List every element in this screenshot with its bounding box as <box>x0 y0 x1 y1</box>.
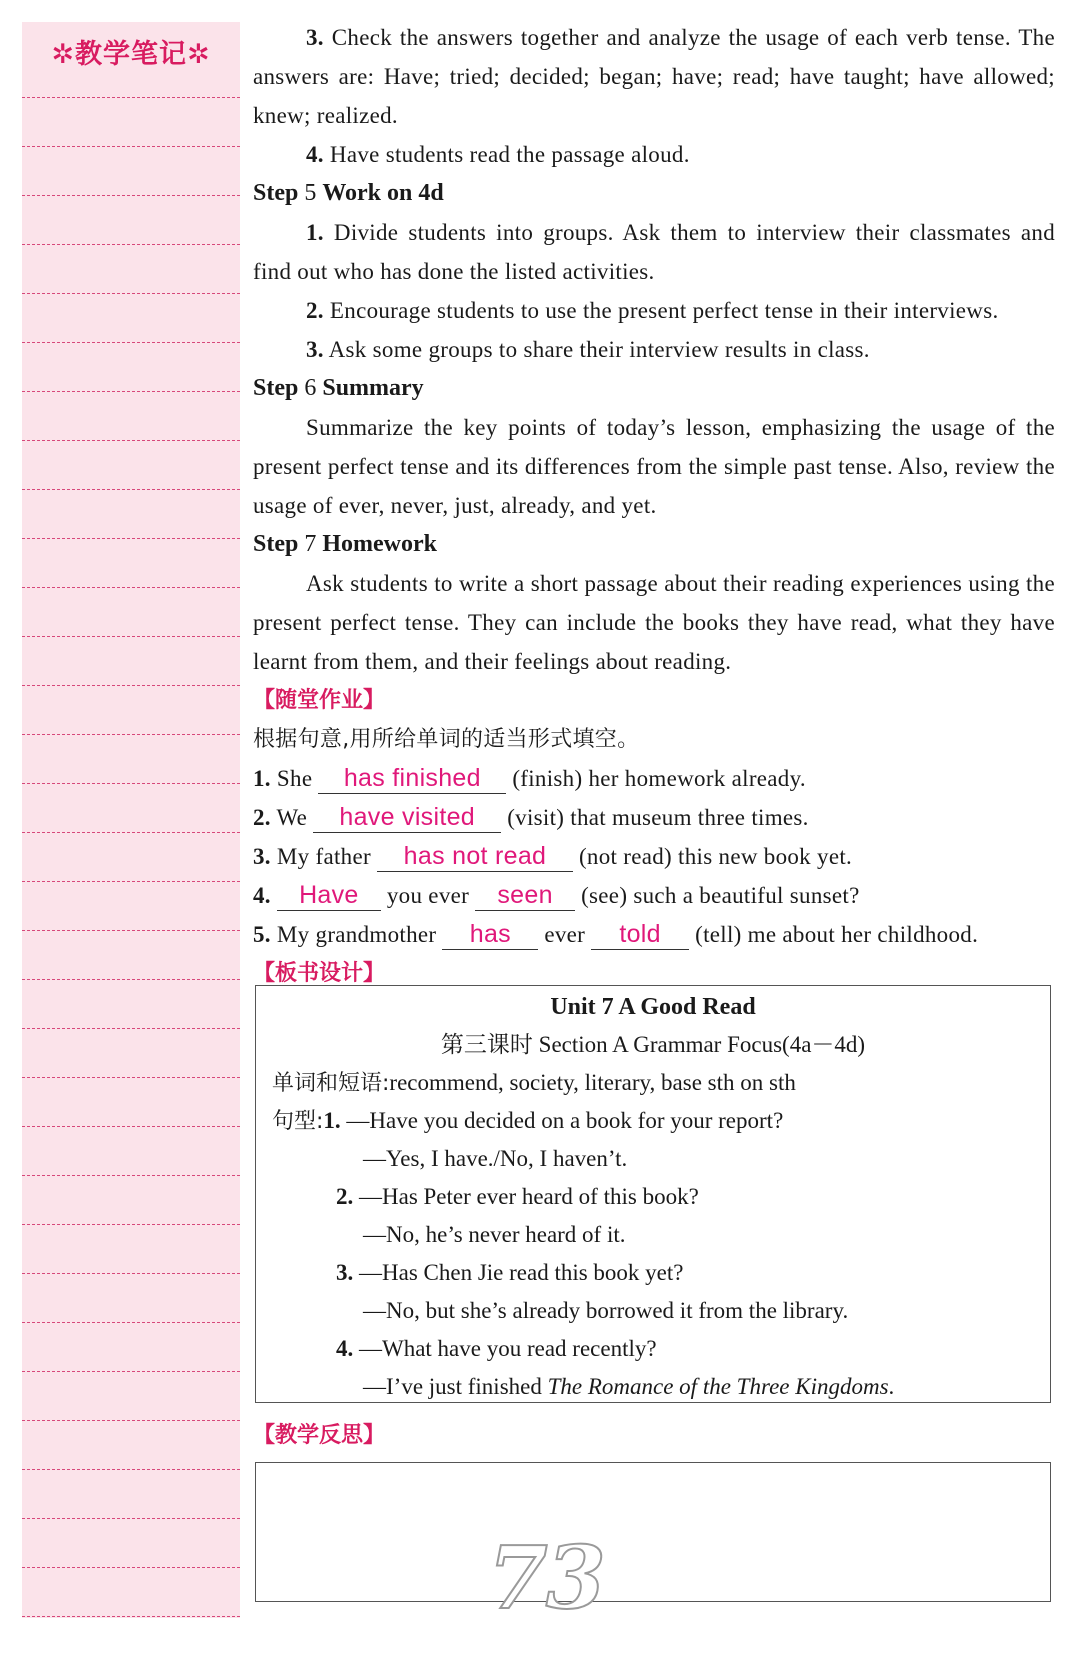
note-rule <box>22 1518 240 1519</box>
note-rule <box>22 391 240 392</box>
note-rule <box>22 244 240 245</box>
answer-blank: has <box>442 919 538 950</box>
note-rule <box>22 1420 240 1421</box>
note-rule <box>22 930 240 931</box>
board-answer-2: —No, he’s never heard of it. <box>363 1222 626 1247</box>
reflection-box <box>255 1462 1051 1602</box>
board-heading: 【板书设计】 <box>253 961 386 986</box>
step4-item3: 3. Check the answers together and analyze the usage of each verb tense. The answers are: Have; tried; decided; began; have; read; have taught; have allowed; knew; realized. <box>253 25 1055 128</box>
note-rule <box>22 1371 240 1372</box>
note-rule <box>22 881 240 882</box>
step7-heading: Step 7 Homework <box>253 531 437 557</box>
step6-text: Summarize the key points of today’s lesson, emphasizing the usage of the present perfect tense and its differences from the simple past tense. Also, review the usage of ever, never, just, already, and yet. <box>253 415 1055 518</box>
lesson-content <box>253 18 1055 993</box>
note-rule <box>22 1224 240 1225</box>
answer-blank: has finished <box>318 763 506 794</box>
reflection-heading: 【教学反思】 <box>253 1423 386 1448</box>
note-rule <box>22 146 240 147</box>
step4-item4: 4. Have students read the passage aloud. <box>306 142 690 167</box>
exercise-instruction: 根据句意,用所给单词的适当形式填空。 <box>253 727 640 752</box>
answer-blank: seen <box>475 880 575 911</box>
board-subtitle: 第三课时 Section A Grammar Focus(4a－4d) <box>440 1032 866 1057</box>
note-rule <box>22 195 240 196</box>
step5-item: 3. Ask some groups to share their interview results in class. <box>306 337 870 362</box>
exercise-q1: 1. She has finished (finish) her homework already. <box>253 764 806 792</box>
note-rule <box>22 685 240 686</box>
board-pattern-4: 4. —What have you read recently? <box>336 1336 657 1361</box>
note-rule <box>22 636 240 637</box>
note-rule <box>22 1175 240 1176</box>
note-rule <box>22 832 240 833</box>
note-rule <box>22 1322 240 1323</box>
exercise-q5: 5. My grandmother has ever told (tell) me about her childhood. <box>253 920 979 948</box>
note-rule <box>22 587 240 588</box>
step6-heading: Step 6 Summary <box>253 375 424 401</box>
note-rule <box>22 1469 240 1470</box>
exercise-heading: 【随堂作业】 <box>253 688 386 713</box>
note-rule <box>22 1028 240 1029</box>
step7-text: Ask students to write a short passage about their reading experiences using the present perfect tense. They can include the books they have read, what they have learnt from them, and their feelings about reading. <box>253 571 1055 674</box>
note-rule <box>22 1126 240 1127</box>
exercise-q4: 4. Have you ever seen (see) such a beautiful sunset? <box>253 881 860 909</box>
answer-blank: Have <box>277 880 381 911</box>
note-rule <box>22 293 240 294</box>
notes-sidebar <box>22 22 240 1618</box>
board-design-box <box>255 985 1051 1403</box>
step5-heading: Step 5 Work on 4d <box>253 180 444 206</box>
board-pattern-3: 3. —Has Chen Jie read this book yet? <box>336 1260 684 1285</box>
board-pattern-1: 句型:1. —Have you decided on a book for your report? <box>272 1108 784 1134</box>
note-rule <box>22 440 240 441</box>
board-title: Unit 7 A Good Read <box>550 994 756 1020</box>
note-rule <box>22 489 240 490</box>
answer-blank: have visited <box>313 802 501 833</box>
note-rule <box>22 1273 240 1274</box>
note-rule <box>22 783 240 784</box>
board-pattern-2: 2. —Has Peter ever heard of this book? <box>336 1184 699 1209</box>
exercise-q2: 2. We have visited (visit) that museum three times. <box>253 803 809 831</box>
step5-item: 1. Divide students into groups. Ask them to interview their classmates and find out who has done the listed activities. <box>253 220 1055 284</box>
note-rule <box>22 97 240 98</box>
sidebar-title: ✲教学笔记✲ <box>51 39 211 70</box>
exercise-q3: 3. My father has not read (not read) this new book yet. <box>253 842 853 870</box>
board-answer-1: —Yes, I have./No, I haven’t. <box>363 1146 628 1171</box>
note-rule <box>22 1616 240 1617</box>
board-answer-3: —No, but she’s already borrowed it from the library. <box>363 1298 849 1323</box>
board-answer-4: —I’ve just finished The Romance of the Three Kingdoms. <box>363 1374 895 1399</box>
step5-item: 2. Encourage students to use the present perfect tense in their interviews. <box>306 298 999 323</box>
note-rule <box>22 1077 240 1078</box>
note-rule <box>22 979 240 980</box>
answer-blank: told <box>591 919 689 950</box>
note-rule <box>22 734 240 735</box>
note-rule <box>22 538 240 539</box>
answer-blank: has not read <box>377 841 573 872</box>
note-rule <box>22 1567 240 1568</box>
page-number: 73 <box>488 1528 604 1629</box>
note-rule <box>22 342 240 343</box>
board-vocab: 单词和短语:recommend, society, literary, base sth on sth <box>272 1070 796 1096</box>
